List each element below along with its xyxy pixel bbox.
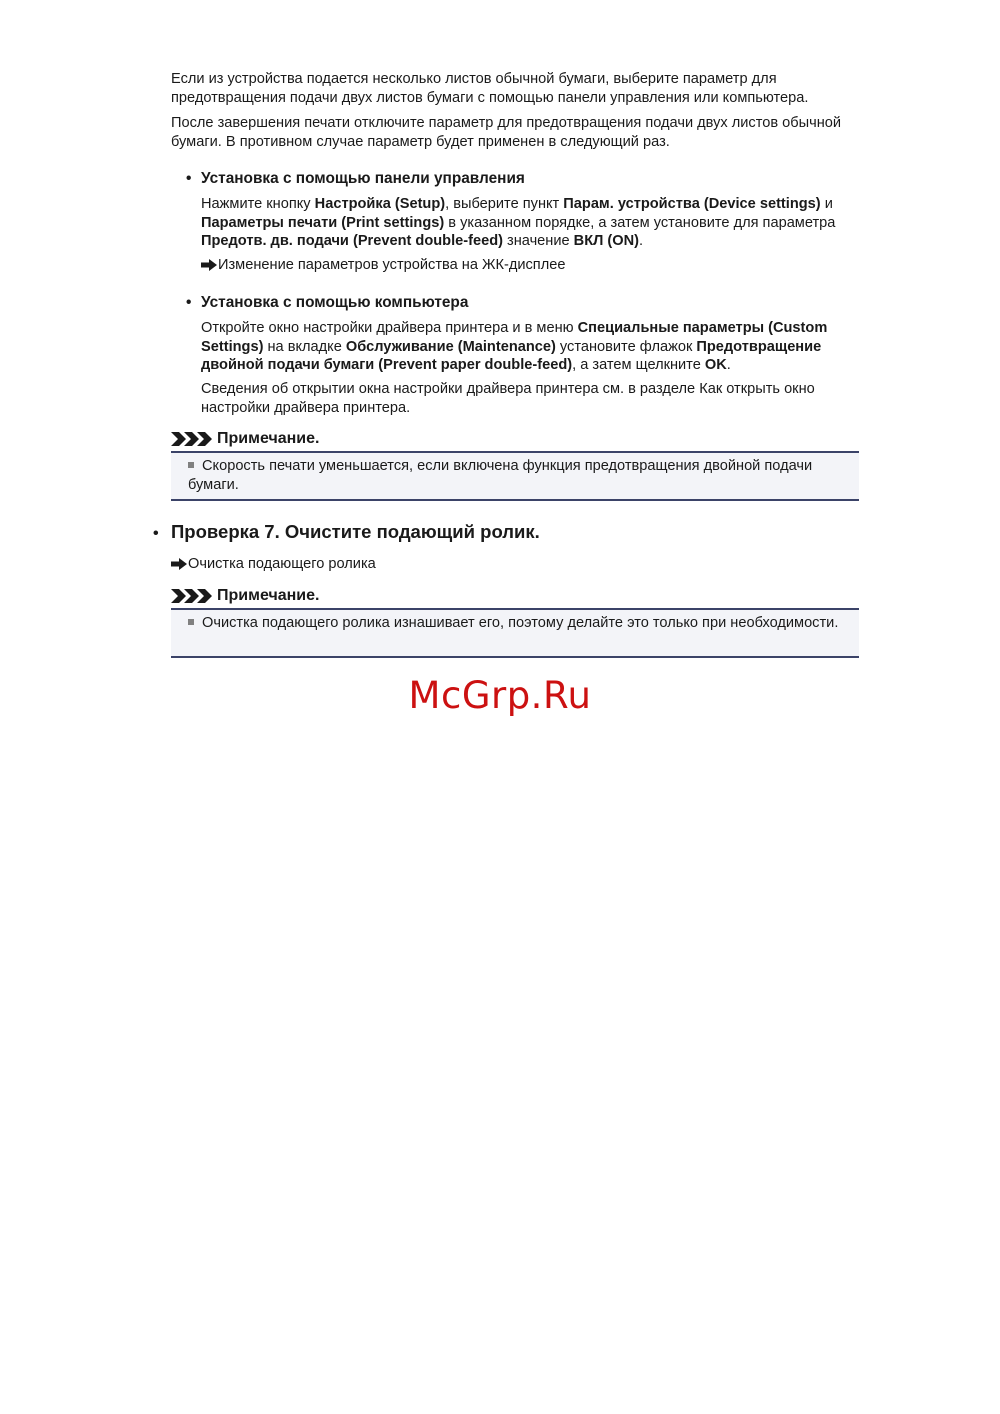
- triple-chevron-icon: [171, 432, 215, 446]
- triple-chevron-icon: [171, 589, 215, 603]
- square-bullet-icon: [188, 619, 194, 625]
- on-value-label: ВКЛ (ON): [573, 233, 640, 249]
- prevent-double-feed-label: Предотв. дв. подачи (Prevent double-feed): [201, 233, 503, 249]
- feed-roller-cleaning-link[interactable]: Очистка подающего ролика: [171, 555, 376, 574]
- bullet: •: [153, 525, 159, 542]
- check-7-heading: • Проверка 7. Очистите подающий ролик.: [153, 521, 540, 542]
- note-text-2: Очистка подающего ролика изнашивает его, поэтому делайте это только при необходимости.: [202, 615, 839, 631]
- panel-section-instructions: Нажмите кнопку Настройка (Setup), выберите пункт Парам. устройства (Device settings) и Параметры печати (Print settings) в указанном порядке, а затем установите для параметра Предотв. дв. подачи (Prevent double-feed) значение ВКЛ (ON).: [201, 196, 836, 249]
- note-box-1: [171, 451, 859, 501]
- note-heading-1: Примечание.: [171, 430, 859, 449]
- lcd-settings-link[interactable]: Изменение параметров устройства на ЖК-дисплее: [201, 256, 866, 275]
- maintenance-tab-label: Обслуживание (Maintenance): [345, 338, 556, 355]
- setup-button-label: Настройка (Setup): [314, 196, 446, 212]
- note-text-1: Скорость печати уменьшается, если включена функция предотвращения двойной подачи бумаги.: [188, 458, 813, 493]
- arrow-right-icon: [201, 259, 217, 271]
- note-heading-2: Примечание.: [171, 587, 859, 606]
- square-bullet-icon: [188, 462, 194, 468]
- intro-paragraph-1: Если из устройства подается несколько листов обычной бумаги, выберите параметр для предотвращения подачи двух листов бумаги с помощью панели управления или компьютера.: [171, 71, 809, 106]
- custom-settings-label: Специальные параметры (Custom Settings): [201, 320, 828, 355]
- watermark-logo: McGrp.Ru: [408, 674, 592, 717]
- print-settings-label: Параметры печати (Print settings): [201, 214, 445, 231]
- ok-button-label: OK: [704, 357, 727, 373]
- device-settings-label: Парам. устройства (Device settings): [563, 196, 821, 212]
- bullet: •: [186, 170, 192, 187]
- computer-section-heading: • Установка с помощью компьютера: [186, 294, 469, 311]
- note-box-2: [171, 608, 859, 658]
- bullet: •: [186, 294, 192, 311]
- driver-setup-reference: Сведения об открытии окна настройки драйвера принтера см. в разделе Как открыть окно настройки драйвера принтера.: [201, 381, 815, 416]
- intro-paragraph-2: После завершения печати отключите параметр для предотвращения подачи двух листов обычной бумаги. В противном случае параметр будет применен в следующий раз.: [171, 115, 842, 150]
- arrow-right-icon: [171, 558, 187, 570]
- panel-section-heading: • Установка с помощью панели управления: [186, 170, 525, 187]
- computer-section-instructions: Откройте окно настройки драйвера принтера и в меню Специальные параметры (Custom Settings) на вкладке Обслуживание (Maintenance) установите флажок Предотвращение двойной подачи бумаги (Prevent paper double-feed), а затем щелкните OK.: [201, 320, 828, 373]
- prevent-paper-double-feed-label: Предотвращение двойной подачи бумаги (Prevent paper double-feed): [201, 338, 822, 373]
